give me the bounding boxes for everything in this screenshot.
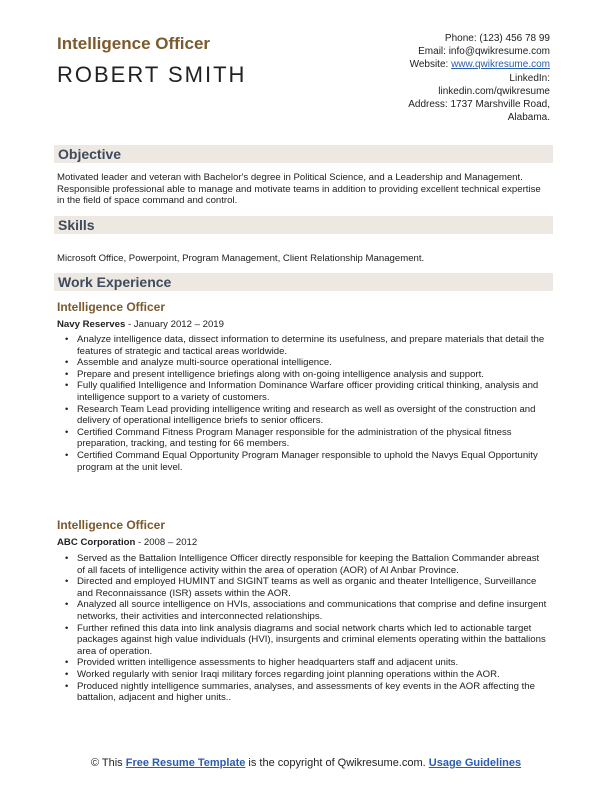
list-item: • Prepare and present intelligence briefings along with on-going intelligence analysis and support.	[57, 369, 549, 381]
job-1-company-line	[57, 319, 224, 330]
contact-address-line2: Alabama.	[507, 112, 550, 124]
list-item: • Analyze intelligence data, dissect information to determine its usefulness, and prepare materials that detail the features of strategic and tactical areas worldwide.	[57, 334, 549, 357]
list-item: • Certified Command Equal Opportunity Program Manager responsible to uphold the Navys Equal Opportunity program at the unit level.	[57, 450, 549, 473]
free-resume-template-link[interactable]: Free Resume Template	[125, 757, 246, 769]
list-item: • Produced nightly intelligence summaries, analyses, and assessments of key events in the AOR affecting the battalion, adjacent and higher units..	[57, 681, 549, 704]
work-section-bar	[54, 273, 553, 291]
job-2-company: ABC Corporation	[57, 537, 136, 548]
contact-block	[408, 32, 550, 124]
list-item: • Certified Command Fitness Program Manager responsible for the administration of the physical fitness preparation, tracking, and testing for 66 members.	[57, 427, 549, 450]
job-title: Intelligence Officer	[57, 34, 211, 53]
contact-email: Email: info@qwikresume.com	[418, 46, 550, 58]
website-link[interactable]: www.qwikresume.com	[451, 59, 550, 71]
work-heading: Work Experience	[58, 274, 172, 290]
footer-copyright: © This	[90, 757, 126, 769]
list-item: • Further refined this data into link analysis diagrams and social network charts which led to actionable target packages against high value individuals (HVI), insurgents and criminal elements operating within the battalions area of operation.	[57, 623, 549, 658]
list-item: • Fully qualified Intelligence and Information Dominance Warfare officer providing critical thinking, analysis and intelligence support to a variety of customers.	[57, 380, 549, 403]
contact-linkedin-value: linkedin.com/qwikresume	[438, 85, 550, 97]
candidate-name: ROBERT SMITH	[57, 62, 247, 87]
objective-text: Motivated leader and veteran with Bachelor's degree in Political Science, and a Leadership and Management. Responsible professional able to manage and motivate teams in addition to providing excellent technical expertise in the field of space command and control.	[57, 172, 541, 207]
footer-middle-text: is the copyright of Qwikresume.com.	[245, 757, 429, 769]
list-item: • Directed and employed HUMINT and SIGINT teams as well as organic and theater Intelligence, Surveillance and Reconnaissance (ISR) assets within the AOR.	[57, 576, 549, 599]
skills-section-bar	[54, 216, 553, 234]
objective-section-bar	[54, 145, 553, 163]
contact-linkedin-label: LinkedIn:	[509, 72, 550, 84]
job-1-title: Intelligence Officer	[57, 300, 166, 314]
list-item: • Provided written intelligence assessments to higher headquarters staff and adjacent units.	[57, 657, 549, 669]
list-item: • Worked regularly with senior Iraqi military forces regarding joint planning operations within the AOR.	[57, 669, 549, 681]
job-1-bullets	[57, 334, 549, 473]
contact-website	[408, 58, 550, 71]
list-item: • Assemble and analyze multi-source operational intelligence.	[57, 357, 549, 369]
job-2-bullets	[57, 553, 549, 704]
job-1-company: Navy Reserves	[57, 319, 126, 330]
list-item: • Served as the Battalion Intelligence Officer directly responsible for keeping the Battalion Commander abreast of all facets of intelligence activity within the area of operation (AOR) of Al Anbar Province.	[57, 553, 549, 576]
contact-address-line1: Address: 1737 Marshville Road,	[408, 99, 550, 111]
job-2-company-line	[57, 537, 197, 548]
job-1-dates: - January 2012 – 2019	[125, 319, 224, 330]
job-2-title: Intelligence Officer	[57, 518, 166, 532]
website-label: Website:	[409, 59, 452, 71]
skills-heading: Skills	[58, 217, 95, 233]
footer	[0, 757, 612, 770]
skills-text: Microsoft Office, Powerpoint, Program Management, Client Relationship Management.	[57, 253, 425, 264]
list-item: • Research Team Lead providing intelligence writing and research as well as oversight of the construction and delivery of operational intelligence briefs to senior officers.	[57, 404, 549, 427]
contact-phone: Phone: (123) 456 78 99	[444, 33, 550, 44]
job-2-dates: - 2008 – 2012	[135, 537, 198, 548]
objective-heading: Objective	[58, 146, 122, 162]
usage-guidelines-link[interactable]: Usage Guidelines	[428, 757, 522, 769]
list-item: • Analyzed all source intelligence on HVIs, associations and communications that comprise and define insurgent networks, their activities and interconnected relationships.	[57, 599, 549, 622]
